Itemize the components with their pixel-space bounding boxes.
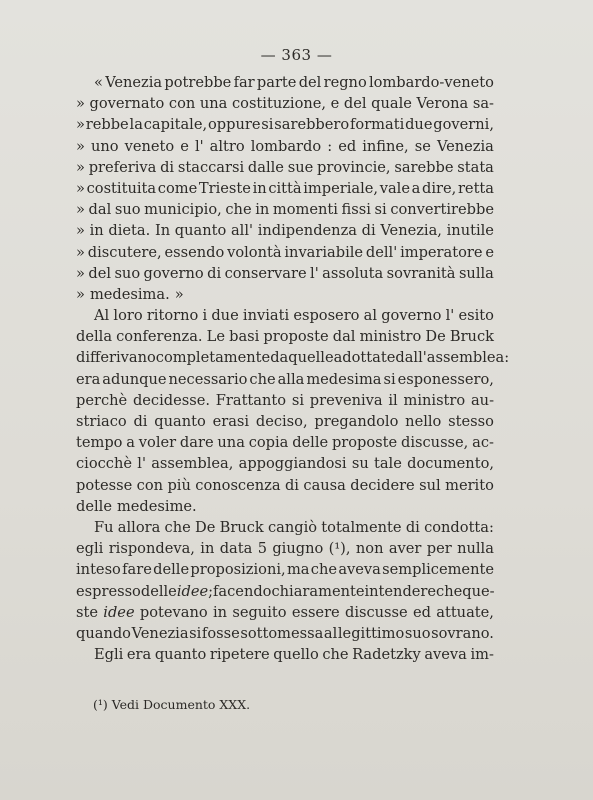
word: erasi — [212, 413, 250, 430]
word: l' — [445, 307, 455, 325]
word: dall' — [395, 349, 427, 367]
word: suo — [114, 201, 141, 219]
word: » — [76, 137, 85, 155]
word: si — [383, 370, 396, 388]
word: ciocchè — [76, 455, 133, 473]
text-line — [76, 178, 494, 199]
word: data — [219, 540, 253, 558]
word: due — [211, 307, 239, 325]
text-line — [76, 157, 494, 178]
word: municipio, — [144, 201, 222, 219]
word: » — [76, 116, 85, 134]
word: e — [180, 137, 189, 155]
word: indipendenza — [257, 222, 357, 240]
word: imperiale, — [303, 179, 379, 197]
text-line — [76, 199, 494, 220]
text-line — [76, 538, 494, 559]
word: Trieste — [198, 179, 251, 197]
word: nello — [405, 413, 442, 430]
word: che — [436, 582, 463, 600]
word: suo — [114, 264, 141, 282]
word: conservare — [224, 264, 307, 282]
word: preferiva — [88, 158, 157, 176]
word: discusse, — [401, 434, 469, 452]
word: documento, — [407, 455, 494, 473]
word: in — [255, 201, 270, 219]
word: preveniva — [309, 391, 383, 409]
text-line — [76, 326, 494, 347]
word: l' — [194, 137, 204, 155]
word: fosse — [201, 624, 240, 642]
word: facendo — [213, 582, 272, 600]
word: ministro — [403, 391, 466, 409]
text-line — [76, 347, 510, 368]
word: dalle — [247, 158, 284, 176]
word: De — [195, 518, 216, 536]
word: con — [168, 95, 196, 113]
word: » — [76, 243, 85, 261]
word: di — [133, 413, 148, 430]
word: Le — [206, 328, 225, 346]
word: perchè — [76, 391, 128, 409]
word: il — [388, 391, 398, 409]
text-line — [76, 517, 494, 538]
word: alla — [277, 370, 305, 388]
word: sarebbe — [394, 158, 454, 176]
word: al — [363, 307, 378, 325]
text-line — [76, 114, 494, 135]
word: tempo — [76, 434, 123, 452]
word: dire, — [422, 179, 457, 197]
word: a — [126, 434, 135, 452]
word: condotta: — [424, 518, 494, 536]
word: chiaramente — [271, 582, 365, 600]
word: conferenza. — [116, 328, 203, 346]
text-line — [76, 390, 494, 411]
word: città — [268, 179, 302, 197]
word: al — [323, 624, 338, 642]
word: in — [212, 603, 228, 621]
word: » — [76, 158, 85, 176]
word: decidesse. — [132, 391, 210, 409]
word: una — [217, 434, 245, 452]
word: ma — [286, 561, 310, 579]
word: di — [207, 264, 222, 282]
word: essere — [291, 603, 340, 621]
word: esposero — [293, 307, 360, 325]
word: e — [330, 95, 340, 113]
word: che — [225, 201, 252, 219]
word: au- — [470, 391, 494, 409]
text-line — [76, 432, 494, 453]
word: loro — [113, 307, 143, 325]
word: basi — [229, 328, 260, 346]
word: due — [405, 116, 433, 134]
text-line — [76, 263, 494, 284]
word: una — [199, 95, 228, 113]
word: assoluta — [322, 264, 384, 282]
word: delle — [140, 582, 177, 600]
word: momenti — [272, 201, 338, 219]
word: » — [76, 179, 85, 197]
word: dal — [332, 328, 356, 346]
text-line — [76, 305, 494, 326]
word: tale — [373, 455, 402, 473]
word: Bruck — [219, 518, 264, 536]
word: dare — [179, 434, 214, 452]
word: stesso — [448, 413, 494, 430]
word: rispondeva, — [108, 540, 195, 558]
word: suo — [404, 624, 431, 642]
word: parte — [256, 74, 297, 91]
word: Fu — [94, 518, 114, 536]
word: proposte — [331, 434, 398, 452]
word: era — [126, 646, 152, 664]
word: ed — [338, 137, 357, 155]
word: vale — [379, 179, 410, 197]
word: inutile — [446, 222, 494, 240]
word: delle — [76, 497, 112, 515]
word: governi, — [433, 116, 494, 134]
word: voler — [138, 434, 177, 452]
word: Venezia — [105, 74, 163, 91]
word: regno — [323, 74, 367, 91]
word: governato — [89, 95, 165, 113]
word: formati — [350, 116, 405, 134]
word: della — [76, 328, 113, 346]
word: che — [310, 561, 338, 579]
word: in — [200, 540, 215, 558]
page-number: — 363 — — [260, 46, 333, 64]
word: » — [76, 264, 85, 282]
word: : — [327, 137, 333, 155]
word: causa — [303, 476, 346, 494]
word: proposte — [263, 328, 329, 346]
word: che — [249, 370, 276, 388]
word: se — [414, 137, 431, 155]
word: oppure — [207, 116, 261, 134]
word: quanto — [154, 413, 206, 430]
word: non — [355, 540, 384, 558]
word: sovranità — [386, 264, 456, 282]
word: costituita — [86, 179, 157, 197]
word: ripetere — [209, 646, 270, 664]
text-line — [76, 475, 494, 496]
word: 5 — [257, 540, 267, 558]
text-line — [76, 602, 494, 623]
word: potevano — [139, 603, 208, 621]
word: cangiò — [267, 518, 318, 536]
word: egli — [76, 540, 104, 558]
word: Venezia — [131, 624, 189, 642]
word: ritorno — [146, 307, 199, 325]
word: aver — [388, 540, 422, 558]
word: conoscenza — [195, 476, 281, 494]
word: » — [76, 222, 85, 240]
word: quelle — [288, 349, 334, 367]
word: Venezia — [436, 137, 494, 155]
word: aveva — [338, 561, 381, 579]
word: giugno — [272, 540, 324, 558]
word: assemblea: — [426, 349, 510, 367]
word: volontà — [227, 243, 282, 261]
word: era — [76, 370, 101, 388]
word: a — [411, 179, 421, 197]
word: si — [291, 391, 304, 409]
word: totalmente — [321, 518, 402, 536]
word: aveva — [424, 646, 467, 664]
word: delle — [292, 434, 329, 452]
word: lombardo — [250, 137, 322, 155]
body-text — [76, 72, 510, 665]
word: si — [189, 624, 202, 642]
word: quale — [371, 95, 412, 113]
text-line — [76, 581, 494, 602]
word: semplicemente — [382, 561, 494, 579]
word: Frattanto — [215, 391, 287, 409]
word: differivano — [76, 349, 156, 367]
word: pregandolo — [314, 413, 399, 430]
word: inviati — [242, 307, 290, 325]
word: Egli — [94, 646, 124, 664]
word: si — [374, 201, 387, 219]
word: Venezia, — [380, 222, 442, 240]
word: allora — [117, 518, 161, 536]
word: del — [343, 95, 367, 113]
word: l' — [310, 264, 319, 282]
word: del — [298, 74, 322, 91]
word: sa- — [472, 95, 494, 113]
word: di — [160, 158, 175, 176]
word: In — [154, 222, 171, 240]
word: assemblea, — [151, 455, 234, 473]
word: costituzione, — [231, 95, 327, 113]
word: uno — [90, 137, 119, 155]
word: espresso — [76, 582, 141, 600]
word: (¹), — [328, 540, 351, 558]
word: che — [164, 518, 191, 536]
word: idee; — [176, 582, 214, 600]
word: rebbe — [85, 116, 129, 134]
word: medesima — [306, 370, 382, 388]
word: discutere, — [87, 243, 162, 261]
word: » — [76, 201, 85, 219]
word: attuate, — [436, 603, 494, 621]
word: » — [174, 285, 184, 303]
word: medesime. — [116, 497, 197, 515]
word: fare — [122, 561, 152, 579]
word: convertirebbe — [390, 201, 494, 219]
word: fissi — [341, 201, 371, 219]
word: ed — [412, 603, 431, 621]
footnote: (¹) Vedi Documento XXX. — [93, 697, 251, 712]
word: esito — [458, 307, 494, 325]
word: sue — [287, 158, 314, 176]
word: ste — [76, 603, 98, 621]
word: potesse — [76, 476, 133, 494]
word: sulla — [458, 264, 494, 282]
word: striaco — [76, 413, 127, 430]
word: Radetzky — [352, 646, 421, 664]
word: » — [76, 95, 85, 113]
word: dell' — [365, 243, 398, 261]
text-line — [76, 242, 494, 263]
word: decidere — [350, 476, 415, 494]
word: e — [485, 243, 494, 261]
word: in — [89, 222, 104, 240]
word: adottate — [333, 349, 396, 367]
word: Verona — [416, 95, 469, 113]
word: provincie, — [317, 158, 391, 176]
text-line — [76, 369, 494, 390]
word: sarebbero — [274, 116, 350, 134]
word: stata — [457, 158, 494, 176]
word: su — [351, 455, 369, 473]
word: i — [202, 307, 208, 325]
word: De — [425, 328, 446, 346]
text-line — [76, 284, 494, 305]
word: del — [88, 264, 112, 282]
word: altro — [209, 137, 245, 155]
word: nulla — [457, 540, 494, 558]
word: appoggiandosi — [238, 455, 347, 473]
word: di — [284, 476, 299, 494]
word: come — [157, 179, 198, 197]
text-line — [76, 72, 494, 93]
word: governo — [381, 307, 442, 325]
word: Al — [94, 307, 110, 325]
word: necessario — [168, 370, 248, 388]
word: intendere — [364, 582, 437, 600]
word: sottomessa — [240, 624, 324, 642]
word: infine, — [362, 137, 409, 155]
text-line — [76, 411, 494, 432]
word: legittimo — [337, 624, 405, 642]
text-line — [76, 623, 494, 644]
word: ac- — [472, 434, 494, 452]
text-line — [76, 559, 494, 580]
text-line — [76, 644, 494, 665]
word: imperatore — [400, 243, 483, 261]
word: retta — [457, 179, 494, 197]
word: capitale, — [143, 116, 208, 134]
word: si — [261, 116, 274, 134]
word: invariabile — [284, 243, 364, 261]
word: quando — [76, 624, 131, 642]
word: discusse — [344, 603, 408, 621]
text-line — [76, 220, 494, 241]
word: governo — [143, 264, 204, 282]
word: deciso, — [255, 413, 308, 430]
text-line — [76, 453, 494, 474]
word: ministro — [359, 328, 422, 346]
text-line — [76, 93, 494, 114]
word: l' — [137, 455, 146, 473]
word: far — [233, 74, 255, 91]
word: completamente — [155, 349, 271, 367]
word: inteso — [76, 561, 121, 579]
word: esponessero, — [397, 370, 494, 388]
word: proposizioni, — [190, 561, 286, 579]
word: copia — [248, 434, 289, 452]
word: in — [252, 179, 267, 197]
word: con — [136, 476, 164, 494]
word: seguito — [232, 603, 287, 621]
word: sovrano. — [431, 624, 494, 642]
word: adunque — [102, 370, 167, 388]
word: staccarsi — [177, 158, 245, 176]
word: la — [129, 116, 143, 134]
word: per — [426, 540, 452, 558]
word: da — [270, 349, 289, 367]
word: quanto — [174, 222, 227, 240]
word: lombardo-veneto — [368, 74, 494, 91]
word: medesima. — [89, 285, 170, 303]
word: im- — [470, 646, 494, 664]
word: essendo — [164, 243, 225, 261]
word: » — [76, 285, 85, 303]
word: merito — [445, 476, 494, 494]
word: potrebbe — [164, 74, 232, 91]
word: quello — [273, 646, 319, 664]
word: di — [405, 518, 420, 536]
word: sul — [419, 476, 441, 494]
word: di — [361, 222, 376, 240]
word: idee — [103, 603, 135, 621]
text-line — [76, 496, 494, 517]
word: que- — [462, 582, 495, 600]
text-line — [76, 136, 494, 157]
word: veneto — [124, 137, 175, 155]
word: dal — [88, 201, 112, 219]
word: che — [322, 646, 349, 664]
word: delle — [153, 561, 190, 579]
word: Bruck — [449, 328, 494, 346]
word: quanto — [154, 646, 207, 664]
word: dieta. — [108, 222, 151, 240]
word: più — [167, 476, 191, 494]
word: all' — [230, 222, 254, 240]
word: « — [94, 74, 103, 91]
